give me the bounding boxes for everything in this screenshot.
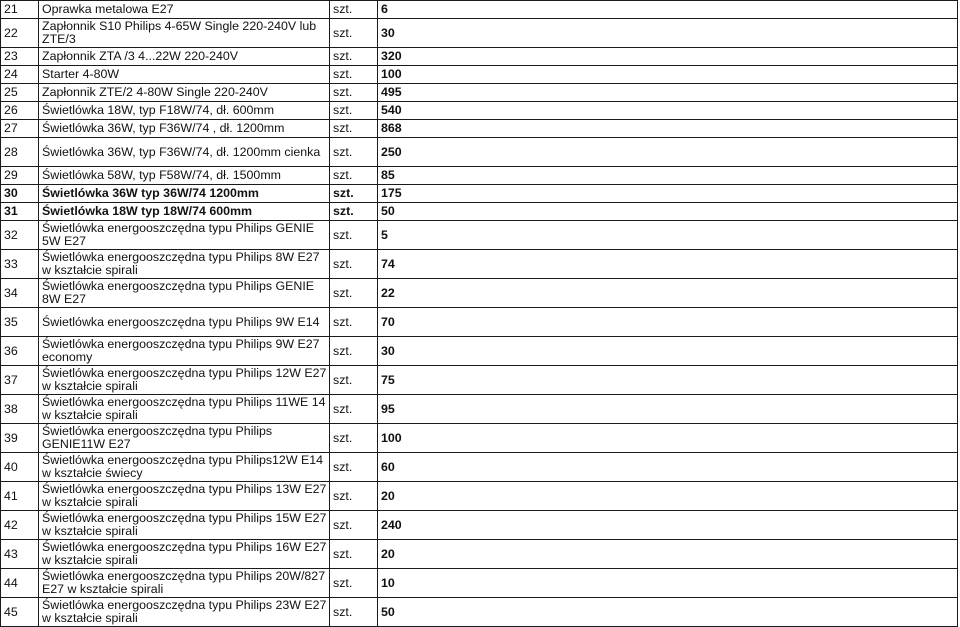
table-row (1, 424, 958, 453)
unit: szt. (330, 84, 378, 102)
unit: szt. (330, 221, 378, 250)
unit: szt. (330, 167, 378, 185)
table-row (1, 1, 958, 19)
quantity: 75 (378, 366, 958, 395)
row-number: 31 (1, 203, 39, 221)
unit: szt. (330, 482, 378, 511)
quantity: 10 (378, 569, 958, 598)
row-number: 32 (1, 221, 39, 250)
item-name: Świetlówka energooszczędna typu Philips GENIE 5W E27 (42, 221, 315, 248)
quantity: 20 (378, 482, 958, 511)
unit: szt. (330, 120, 378, 138)
item-name: Świetlówka 36W, typ F36W/74, dł. 1200mm cienka (42, 144, 321, 159)
table-row (1, 185, 958, 203)
row-number: 45 (1, 598, 39, 627)
table-row (1, 167, 958, 185)
unit: szt. (330, 395, 378, 424)
item-name: Zapłonnik S10 Philips 4-65W Single 220-240V lub ZTE/3 (42, 19, 317, 46)
row-number: 36 (1, 337, 39, 366)
quantity: 100 (378, 424, 958, 453)
unit: szt. (330, 138, 378, 167)
table-row (1, 48, 958, 66)
row-number: 30 (1, 185, 39, 203)
table-row (1, 598, 958, 627)
item-name: Oprawka metalowa E27 (39, 1, 330, 19)
item-name: Starter 4-80W (39, 66, 330, 84)
item-name: Świetlówka energooszczędna typu Philips 23W E27 w kształcie spirali (42, 598, 327, 625)
quantity: 868 (378, 120, 958, 138)
item-name: Zapłonnik ZTE/2 4-80W Single 220-240V (39, 84, 330, 102)
table-row (1, 84, 958, 102)
table-row (1, 250, 958, 279)
table-row (1, 511, 958, 540)
table-row (1, 138, 958, 167)
row-number: 21 (1, 1, 39, 19)
table-row (1, 66, 958, 84)
row-number: 43 (1, 540, 39, 569)
quantity: 70 (378, 308, 958, 337)
item-name: Świetlówka energooszczędna typu Philips12W E14 w kształcie świecy (42, 453, 324, 480)
item-name: Świetlówka energooszczędna typu Philips 8W E27 w kształcie spirali (42, 250, 320, 277)
item-name: Świetlówka energooszczędna typu Philips 9W E14 (42, 314, 320, 329)
item-name: Świetlówka energooszczędna typu Philips 20W/827 E27 w kształcie spirali (42, 569, 326, 596)
quantity: 5 (378, 221, 958, 250)
quantity: 74 (378, 250, 958, 279)
table-row (1, 366, 958, 395)
row-number: 26 (1, 102, 39, 120)
row-number: 34 (1, 279, 39, 308)
table-row (1, 203, 958, 221)
unit: szt. (330, 185, 378, 203)
quantity: 30 (378, 337, 958, 366)
item-name: Zapłonnik ZTA /3 4...22W 220-240V (39, 48, 330, 66)
table-row (1, 337, 958, 366)
quantity: 50 (378, 203, 958, 221)
table-row (1, 279, 958, 308)
item-name: Świetlówka energooszczędna typu Philips GENIE 8W E27 (42, 279, 315, 306)
quantity: 95 (378, 395, 958, 424)
item-name: Świetlówka energooszczędna typu Philips 12W E27 w kształcie spirali (42, 366, 327, 393)
quantity: 60 (378, 453, 958, 482)
quantity: 495 (378, 84, 958, 102)
unit: szt. (330, 66, 378, 84)
quantity: 50 (378, 598, 958, 627)
row-number: 24 (1, 66, 39, 84)
table-row (1, 308, 958, 337)
row-number: 25 (1, 84, 39, 102)
row-number: 39 (1, 424, 39, 453)
row-number: 37 (1, 366, 39, 395)
unit: szt. (330, 511, 378, 540)
quantity: 6 (378, 1, 958, 19)
table-row (1, 102, 958, 120)
unit: szt. (330, 19, 378, 48)
table-row (1, 120, 958, 138)
item-name: Świetlówka 58W, typ F58W/74, dł. 1500mm (39, 167, 330, 185)
table-row (1, 19, 958, 48)
row-number: 35 (1, 308, 39, 337)
unit: szt. (330, 598, 378, 627)
unit: szt. (330, 337, 378, 366)
table-row (1, 569, 958, 598)
quantity: 30 (378, 19, 958, 48)
unit: szt. (330, 540, 378, 569)
unit: szt. (330, 102, 378, 120)
table-row (1, 540, 958, 569)
table-row (1, 395, 958, 424)
quantity: 320 (378, 48, 958, 66)
table-row (1, 482, 958, 511)
item-name: Świetlówka energooszczędna typu Philips 16W E27 w kształcie spirali (42, 540, 327, 567)
item-name: Świetlówka 36W typ 36W/74 1200mm (39, 185, 330, 203)
unit: szt. (330, 203, 378, 221)
item-name: Świetlówka 36W, typ F36W/74 , dł. 1200mm (39, 120, 330, 138)
unit: szt. (330, 424, 378, 453)
unit: szt. (330, 279, 378, 308)
table-row (1, 453, 958, 482)
row-number: 42 (1, 511, 39, 540)
item-name: Świetlówka energooszczędna typu Philips 15W E27 w kształcie spirali (42, 511, 327, 538)
row-number: 38 (1, 395, 39, 424)
unit: szt. (330, 366, 378, 395)
quantity: 20 (378, 540, 958, 569)
quantity: 175 (378, 185, 958, 203)
row-number: 41 (1, 482, 39, 511)
row-number: 28 (1, 138, 39, 167)
row-number: 33 (1, 250, 39, 279)
item-name: Świetlówka energooszczędna typu Philips 9W E27 economy (42, 337, 320, 364)
item-name: Świetlówka energooszczędna typu Philips 11WE 14 w kształcie spirali (42, 395, 326, 422)
quantity: 540 (378, 102, 958, 120)
table-row (1, 221, 958, 250)
unit: szt. (330, 569, 378, 598)
row-number: 29 (1, 167, 39, 185)
row-number: 27 (1, 120, 39, 138)
unit: szt. (330, 250, 378, 279)
row-number: 23 (1, 48, 39, 66)
item-name: Świetlówka energooszczędna typu Philips GENIE11W E27 (42, 424, 273, 451)
unit: szt. (330, 48, 378, 66)
unit: szt. (330, 1, 378, 19)
table-body (1, 1, 958, 627)
unit: szt. (330, 453, 378, 482)
item-name: Świetlówka 18W, typ F18W/74, dł. 600mm (39, 102, 330, 120)
quantity: 250 (378, 138, 958, 167)
quantity: 85 (378, 167, 958, 185)
quantity: 100 (378, 66, 958, 84)
row-number: 22 (1, 19, 39, 48)
unit: szt. (330, 308, 378, 337)
item-name: Świetlówka energooszczędna typu Philips 13W E27 w kształcie spirali (42, 482, 327, 509)
item-name: Świetlówka 18W typ 18W/74 600mm (39, 203, 330, 221)
quantity: 240 (378, 511, 958, 540)
quantity: 22 (378, 279, 958, 308)
row-number: 44 (1, 569, 39, 598)
row-number: 40 (1, 453, 39, 482)
